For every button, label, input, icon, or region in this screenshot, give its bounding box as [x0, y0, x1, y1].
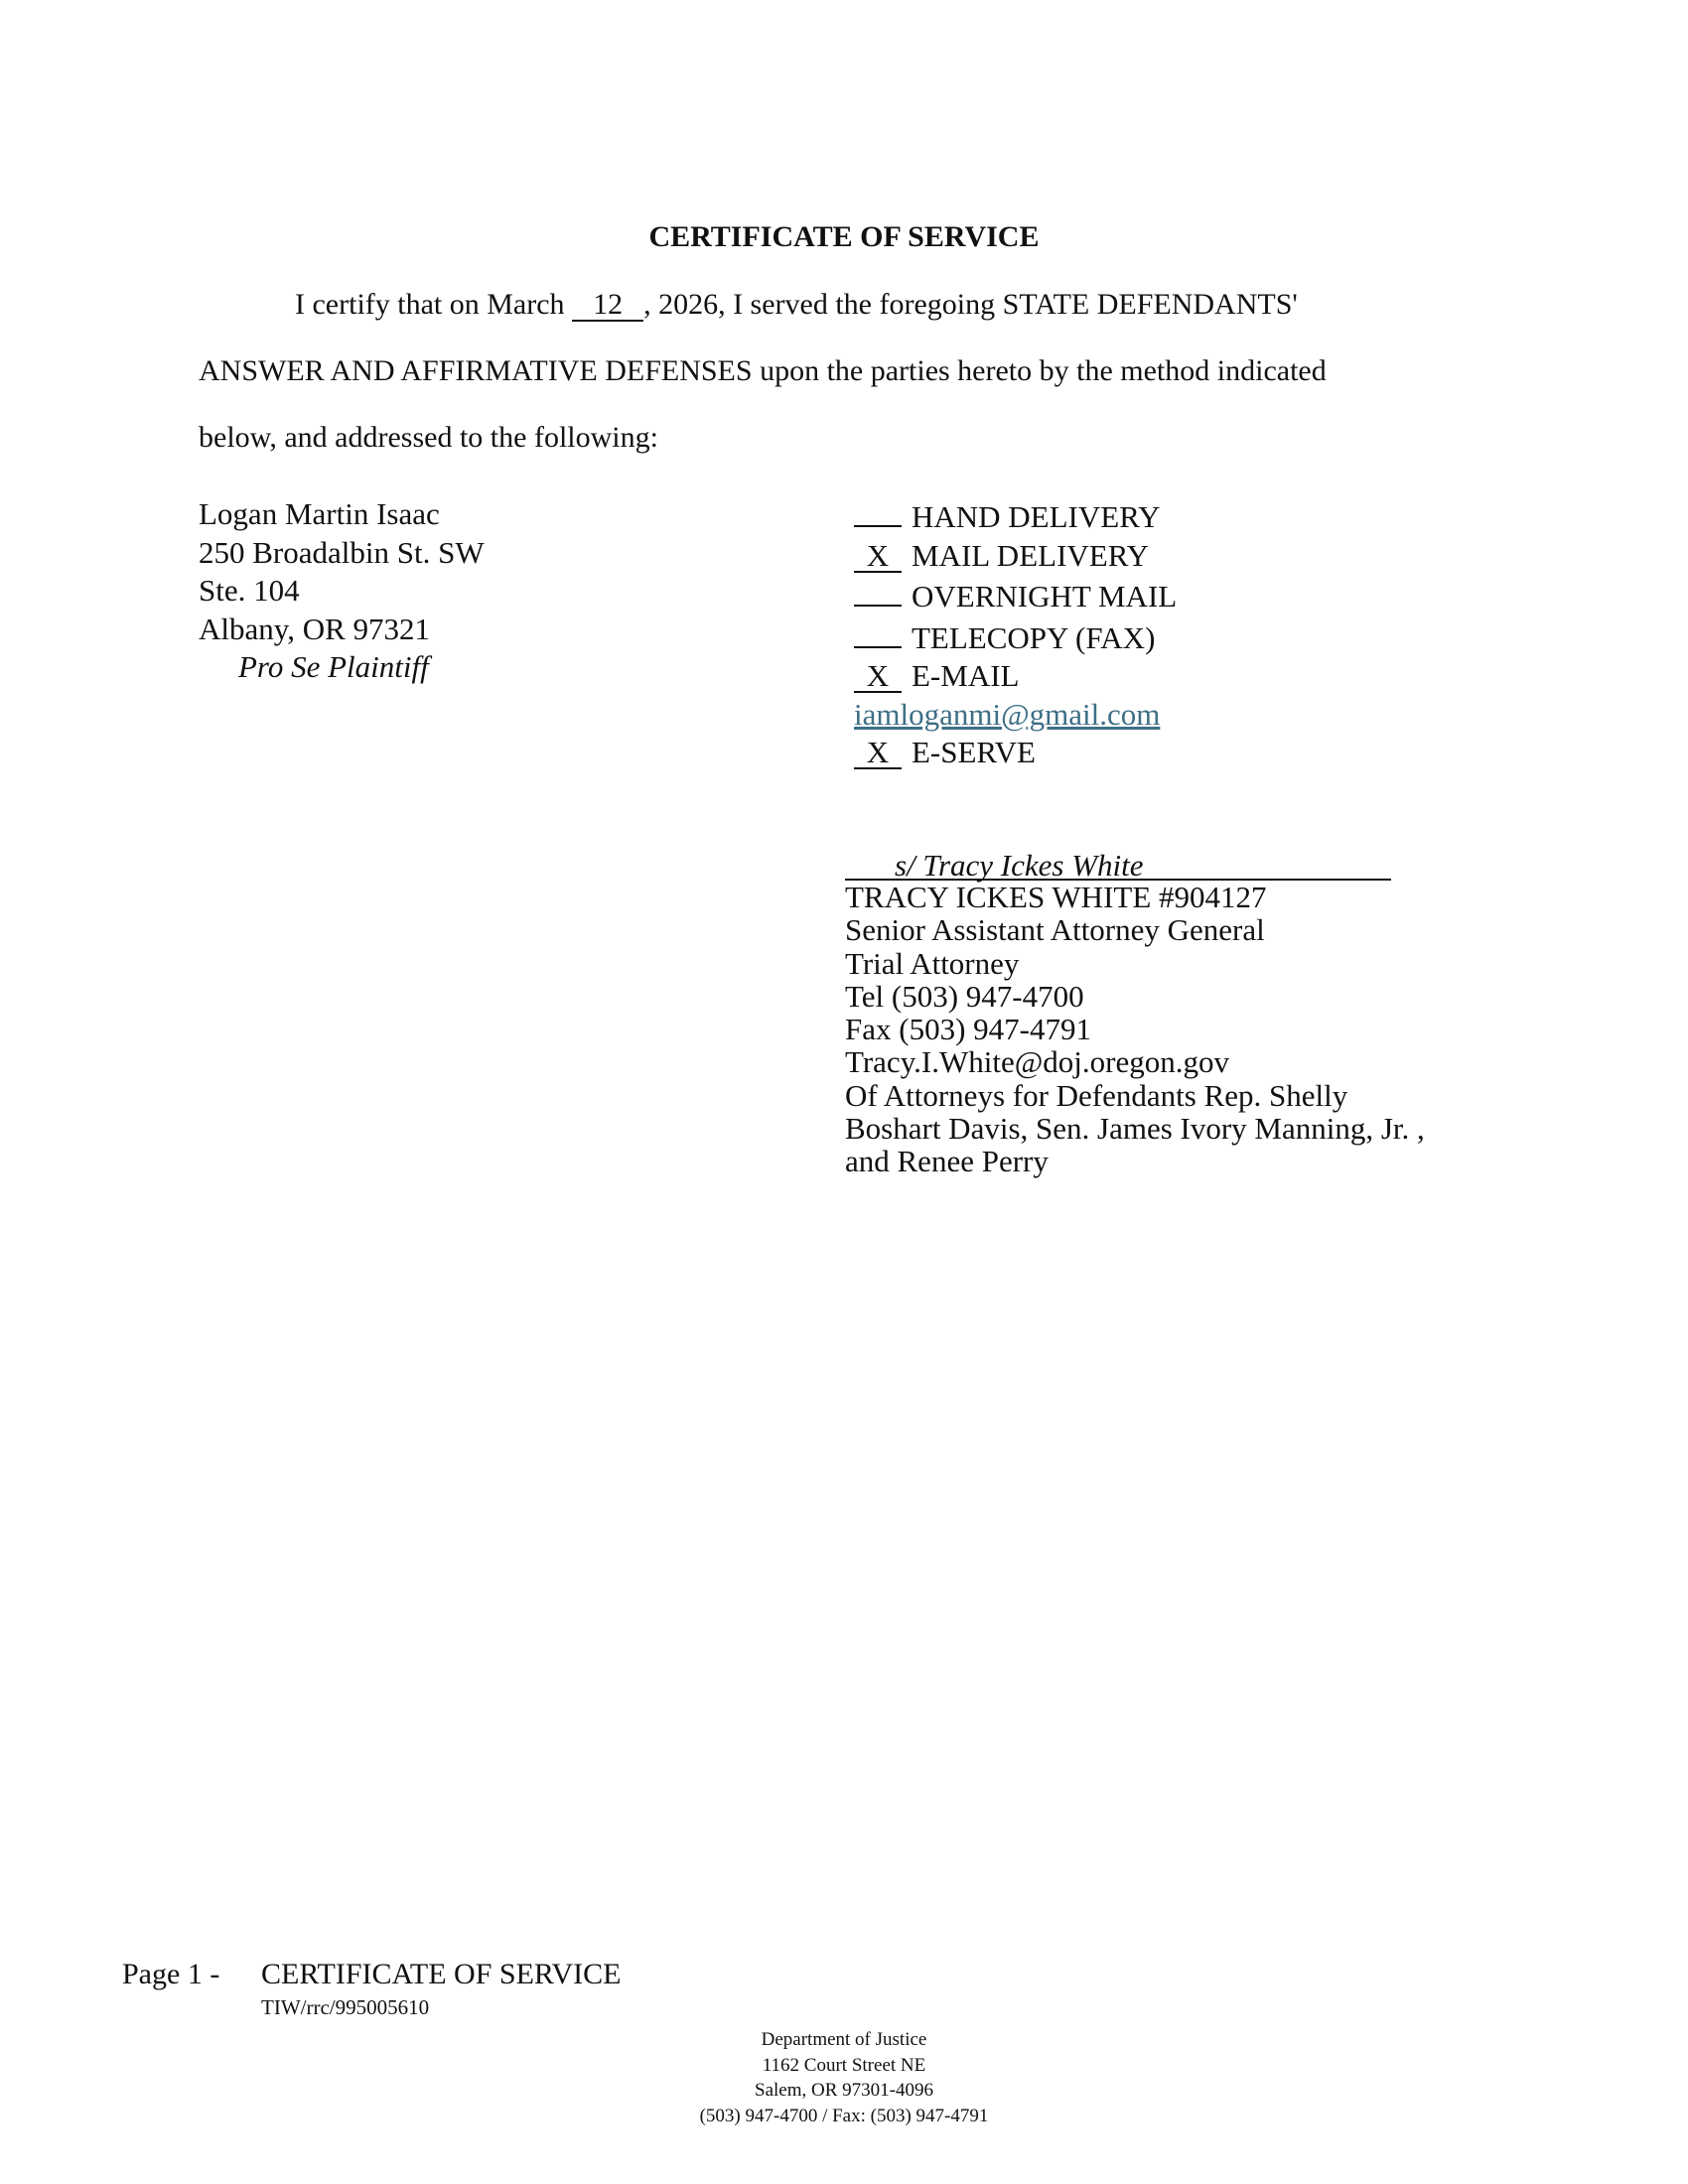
- method-label: E-MAIL: [912, 658, 1020, 693]
- method-label: E-SERVE: [912, 735, 1036, 769]
- method-mark: X: [854, 661, 902, 693]
- recipient-role: Pro Se Plaintiff: [238, 649, 429, 684]
- footer-file-code: TIW/rrc/995005610: [261, 1995, 430, 2019]
- signer-tel: Tel (503) 947-4700: [845, 978, 1084, 1014]
- signer-name: TRACY ICKES WHITE #904127: [845, 880, 1267, 914]
- signer-fax: Fax (503) 947-4791: [845, 1012, 1091, 1047]
- footer-address: [0, 2027, 1688, 2128]
- method-mark: [854, 575, 902, 607]
- certify-line-3: below, and addressed to the following:: [199, 421, 658, 454]
- recipient-name: Logan Martin Isaac: [199, 496, 440, 531]
- recipient-block: [199, 495, 485, 687]
- footer-dept: Department of Justice: [761, 2029, 927, 2050]
- footer-doc-title: CERTIFICATE OF SERVICE: [261, 1958, 622, 1990]
- attorneys-for-line-3: and Renee Perry: [845, 1144, 1049, 1179]
- footer-page-label: Page 1 -: [122, 1958, 220, 1990]
- method-mark: X: [854, 738, 902, 769]
- signature-block: [845, 850, 1425, 1178]
- attorneys-for-line-1: Of Attorneys for Defendants Rep. Shelly: [845, 1077, 1348, 1113]
- attorneys-for-line-2: Boshart Davis, Sen. James Ivory Manning, Jr. ,: [845, 1111, 1425, 1147]
- certify-suffix: , 2026, I served the foregoing STATE DEFENDANTS': [643, 288, 1298, 321]
- page-title: CERTIFICATE OF SERVICE: [648, 220, 1040, 253]
- recipient-street: 250 Broadalbin St. SW: [199, 534, 485, 570]
- method-mail-delivery: [854, 537, 1177, 576]
- recipient-suite: Ste. 104: [199, 573, 300, 608]
- method-mark: X: [854, 541, 902, 573]
- method-label: MAIL DELIVERY: [912, 537, 1150, 573]
- certify-line-2: ANSWER AND AFFIRMATIVE DEFENSES upon the parties hereto by the method indicated: [199, 354, 1327, 387]
- method-overnight-mail: [854, 575, 1177, 616]
- signer-role: Trial Attorney: [845, 945, 1020, 981]
- method-mark: [854, 616, 902, 648]
- footer-street: 1162 Court Street NE: [762, 2054, 926, 2076]
- signature-line: s/ Tracy Ickes White: [845, 850, 1391, 881]
- footer-phone: (503) 947-4700 / Fax: (503) 947-4791: [699, 2105, 989, 2126]
- method-label: HAND DELIVERY: [912, 499, 1161, 534]
- signer-email: Tracy.I.White@doj.oregon.gov: [845, 1044, 1229, 1080]
- recipient-city: Albany, OR 97321: [199, 611, 431, 646]
- method-label: TELECOPY (FAX): [912, 619, 1156, 655]
- certify-line-1: [295, 288, 1298, 322]
- service-methods: [854, 495, 1177, 772]
- certify-prefix: I certify that on March: [295, 288, 565, 321]
- method-label: OVERNIGHT MAIL: [912, 579, 1178, 614]
- service-day: 12: [572, 290, 643, 322]
- method-hand-delivery: [854, 495, 1177, 537]
- method-telecopy: [854, 616, 1177, 658]
- method-mark: [854, 495, 902, 527]
- method-email: [854, 657, 1177, 696]
- recipient-email-link[interactable]: iamloganmi@gmail.com: [854, 696, 1161, 732]
- footer-city: Salem, OR 97301-4096: [755, 2080, 933, 2101]
- signer-title: Senior Assistant Attorney General: [845, 912, 1265, 948]
- method-eserve: [854, 734, 1177, 772]
